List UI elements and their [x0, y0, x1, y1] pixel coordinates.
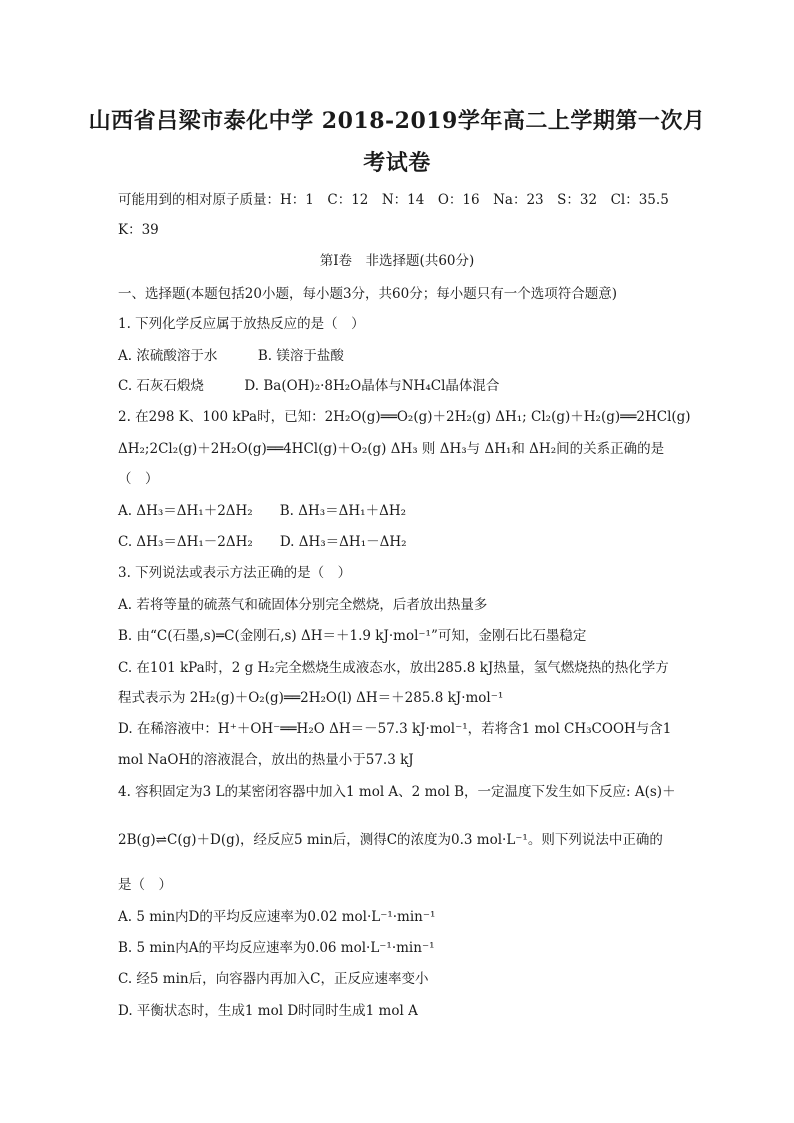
question-3-stem: 3. 下列说法或表示方法正确的是（ ）: [118, 565, 352, 581]
question-1-options-ab: A. 浓硫酸溶于水 B. 镁溶于盐酸: [118, 348, 344, 364]
question-2-stem-line1: 2. 在298 K、100 kPa时，已知：2H₂O(g)══O₂(g)＋2H₂(g) ΔH₁; Cl₂(g)＋H₂(g)══2HCl(g): [118, 409, 691, 425]
question-4-stem-line3: 是（ ）: [118, 877, 172, 893]
question-4-stem-line2: 2B(g)⇌C(g)＋D(g)，经反应5 min后，测得C的浓度为0.3 mol·L⁻¹。则下列说法中正确的: [118, 832, 663, 848]
question-3-option-d-line1: D. 在稀溶液中：H⁺＋OH⁻══H₂O ΔH＝－57.3 kJ·mol⁻¹，若将含1 mol CH₃COOH与含1: [118, 721, 672, 737]
question-4-option-b: B. 5 min内A的平均反应速率为0.06 mol·L⁻¹·min⁻¹: [118, 940, 435, 956]
exam-title-line1: 山西省吕梁市泰化中学 2018-2019学年高二上学期第一次月: [88, 108, 706, 134]
question-2-options-ab: A. ΔH₃＝ΔH₁＋2ΔH₂ B. ΔH₃＝ΔH₁＋ΔH₂: [118, 503, 407, 519]
section-header: 第Ⅰ卷 非选择题(共60分): [319, 253, 475, 269]
question-4-stem-line1: 4. 容积固定为3 L的某密闭容器中加入1 mol A、2 mol B，一定温度下发生如下反应: A(s)＋: [118, 784, 676, 800]
atomic-masses-line2: K：39: [118, 222, 159, 238]
question-4-option-d: D. 平衡状态时，生成1 mol D时同时生成1 mol A: [118, 1003, 418, 1019]
question-1-stem: 1. 下列化学反应属于放热反应的是（ ）: [118, 316, 365, 332]
question-1-options-cd: C. 石灰石煅烧 D. Ba(OH)₂·8H₂O晶体与NH₄Cl晶体混合: [118, 378, 500, 394]
question-4-option-c: C. 经5 min后，向容器内再加入C，正反应速率变小: [118, 971, 429, 987]
question-3-option-c-line1: C. 在101 kPa时，2 g H₂完全燃烧生成液态水，放出285.8 kJ热量，氢气燃烧热的热化学方: [118, 660, 669, 676]
question-2-options-cd: C. ΔH₃＝ΔH₁－2ΔH₂ D. ΔH₃＝ΔH₁－ΔH₂: [118, 534, 407, 550]
question-3-option-a: A. 若将等量的硫蒸气和硫固体分别完全燃烧，后者放出热量多: [118, 597, 488, 613]
question-2-stem-line2: ΔH₂;2Cl₂(g)＋2H₂O(g)══4HCl(g)＋O₂(g) ΔH₃ 则 ΔH₃与 ΔH₁和 ΔH₂间的关系正确的是: [118, 441, 665, 457]
question-3-option-c-line2: 程式表示为 2H₂(g)＋O₂(g)══2H₂O(l) ΔH＝＋285.8 kJ·mol⁻¹: [118, 690, 504, 706]
exam-title-line2: 考试卷: [363, 150, 431, 176]
question-3-option-b: B. 由“C(石墨,s)═C(金刚石,s) ΔH＝＋1.9 kJ·mol⁻¹”可知，金刚石比石墨稳定: [118, 628, 587, 644]
atomic-masses-line1: 可能用到的相对原子质量：H：1 C：12 N：14 O：16 Na：23 S：32 Cl：35.5: [118, 192, 669, 208]
question-4-option-a: A. 5 min内D的平均反应速率为0.02 mol·L⁻¹·min⁻¹: [118, 909, 436, 925]
question-2-stem-line3: （ ）: [118, 471, 159, 487]
part-one-intro: 一、选择题(本题包括20小题，每小题3分，共60分；每小题只有一个选项符合题意): [118, 286, 617, 302]
question-3-option-d-line2: mol NaOH的溶液混合，放出的热量小于57.3 kJ: [118, 752, 414, 768]
